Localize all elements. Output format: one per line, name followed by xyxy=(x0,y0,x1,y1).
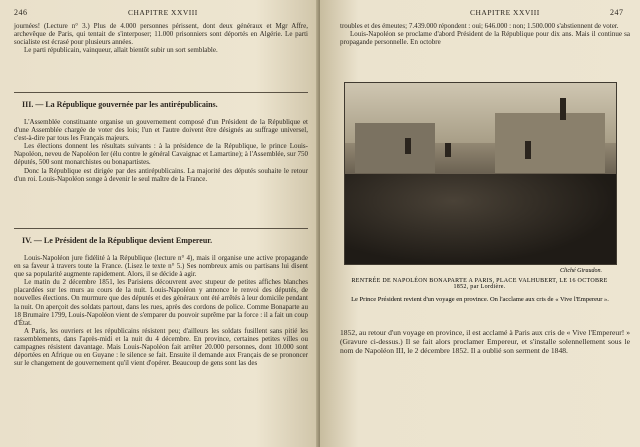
divider xyxy=(14,92,308,93)
paragraph: Les élections donnent les résultats suivants : à la présidence de la République, le prince Louis-Napoléon, neveu de Napoléon Ier (élu contre le général Cavaignac et Lamartine); à l'Assemblée, sur 750 députés, 500 sont monarchistes ou bonapartistes. xyxy=(14,142,308,167)
illustration-flag xyxy=(405,138,411,154)
section-text xyxy=(14,118,308,183)
paragraph: Le matin du 2 décembre 1851, les Parisiens découvrent avec stupeur de petites affiches blanches placardées sur les murs au cours de la nuit. Louis-Napoléon y annonce le renvoi des députés, de nouvelles élections. On murmure que des députés et des généraux ont été arrêtés à leur domicile pendant la nuit. On aperçoit des soldats partout, dans les rues, après des cordons de police. Comme Bonaparte au 18 Brumaire 1799, Louis-Napoléon vient de s'emparer du pouvoir suprême par la force : il a fait un coup d'État. xyxy=(14,278,308,327)
paragraph: Donc la République est dirigée par des antirépublicains. La majorité des députés souhaite le retour d'un roi. Louis-Napoléon songe à devenir le seul maître de la France. xyxy=(14,166,308,183)
section-heading: III. — La République gouvernée par les antirépublicains. xyxy=(22,100,218,109)
page-number: 246 xyxy=(14,8,28,17)
divider xyxy=(14,228,308,229)
paragraph: Le parti républicain, vainqueur, allait bientôt subir un sort semblable. xyxy=(24,46,218,55)
illustration-flag xyxy=(525,141,531,159)
paragraph: troubles et des émeutes; 7.439.000 répondent : oui; 646.000 : non; 1.500.000 s'abstiennent de voter. xyxy=(340,22,619,30)
running-header: CHAPITRE XXVIII xyxy=(470,8,540,17)
engraving-illustration xyxy=(344,82,617,265)
photo-credit: Cliché Giraudon. xyxy=(560,268,602,274)
section-heading: IV. — Le Président de la République devient Empereur. xyxy=(22,236,213,245)
illustration-building xyxy=(355,123,435,173)
paragraph: 1852, au retour d'un voyage en province, il est acclamé à Paris aux cris de « Vive l'Empereur! » (Gravure ci-dessus.) Il se fait alors proclamer Empereur, et s'installe solennellement sous le nom de Napoléon III, le 2 décembre 1852. Il a oublié son serment de 1848. xyxy=(340,328,630,355)
illustration-flag xyxy=(560,98,566,120)
paragraph: L'Assemblée constituante organise un gouvernement composé d'un Président de la République et d'une Assemblée chargée de voter des lois; l'un et l'autre doivent être désignés au suffrage universel, c'est-à-dire par tous les Français majeurs. xyxy=(14,118,308,143)
illustration-caption: RENTRÉE DE NAPOLÉON BONAPARTE A PARIS, PLACE VALHUBERT, LE 16 OCTOBRE 1852, par Lordière. xyxy=(351,278,608,290)
paragraph: Louis-Napoléon se proclame d'abord Président de la République pour dix ans. Mais il continue sa propagande personnelle. En octobre xyxy=(340,30,630,47)
illustration-flag xyxy=(445,143,451,157)
top-text xyxy=(340,22,630,46)
paragraph: Louis-Napoléon jure fidélité à la République (lecture n° 4), mais il organise une active propagande en sa faveur à travers toute la France. (Lisez le texte n° 5.) Ses nombreux amis ou partisans lui disent que sa popularité augmente rapidement. Alors, il se décide à agir. xyxy=(14,254,308,279)
illustration-subcaption: Le Prince Président revient d'un voyage en province. On l'acclame aux cris de « Vive l'Empereur ». xyxy=(351,296,609,303)
illustration-crowd xyxy=(345,174,616,264)
paragraph: journées! (Lecture n° 3.) Plus de 4.000 personnes périssent, dont deux généraux et Mgr Affre, archevêque de Paris, qui tentait de s'interposer; 11.000 prisonniers sont déportés en Algérie. Le parti socialiste est écrasé pour plusieurs années. xyxy=(14,22,308,47)
running-header: CHAPITRE XXVIII xyxy=(128,8,198,17)
intro-text xyxy=(14,22,308,54)
bottom-text xyxy=(340,328,630,355)
page-number: 247 xyxy=(610,8,624,17)
illustration-building xyxy=(495,113,605,173)
paragraph: A Paris, les ouvriers et les républicains résistent peu; d'ailleurs les soldats fusillent sans pitié les rassemblements, dans l'après-midi et la nuit du 4 décembre. En province, certaines petites villes ou campagnes résistent davantage. Mais Louis-Napoléon fait arrêter 20.000 personnes, dont 10.000 sont déportées en Afrique ou en Guyane : le silence se fait. Ensuite il demande aux Français de se prononcer sur le changement de gouvernement qu'il vient d'opérer. Beaucoup de gens sont las des xyxy=(14,326,308,368)
section-text xyxy=(14,254,308,367)
